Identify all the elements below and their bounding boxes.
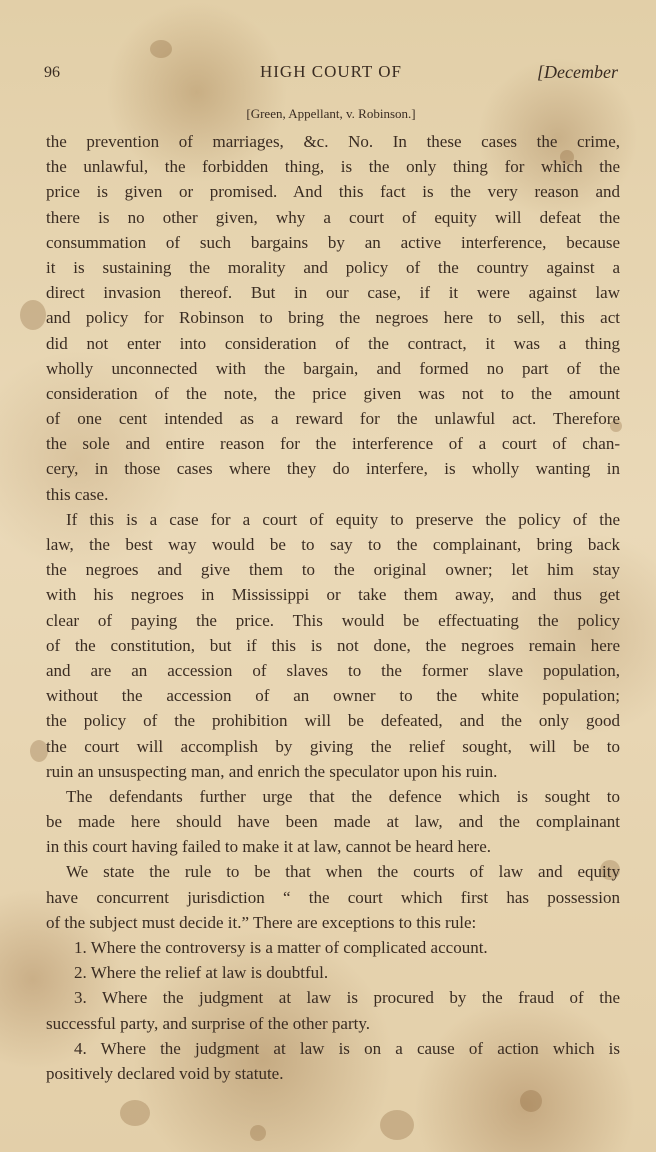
text-line: cery, in those cases where they do interfere, is wholly wanting in [46,459,620,479]
text-line: price is given or promised. And this fact is the very reason and [46,182,620,202]
text-line: did not enter into consideration of the contract, it was a thing [46,333,620,353]
text-line: there is no other given, why a court of equity will defeat the [46,207,620,227]
text-line: with his negroes in Mississippi or take them away, and thus get [46,585,620,605]
text-line: the court will accomplish by giving the relief sought, will be to [46,736,620,756]
running-title: HIGH COURT OF [259,62,402,81]
foxing-spot [150,40,172,58]
text-line: this case. [46,484,109,504]
text-line: wholly unconnected with the bargain, and formed no part of the [46,358,620,378]
text-line: and are an accession of slaves to the former slave population, [46,660,620,680]
text-line: positively declared void by statute. [46,1063,284,1083]
text-line: ruin an unsuspecting man, and enrich the speculator upon his ruin. [46,761,498,781]
running-header [44,62,618,88]
text-line: We state the rule to be that when the courts of law and equity [66,862,620,882]
text-line: 2. Where the relief at law is doubtful. [74,963,329,983]
text-line: be made here should have been made at law, and the complainant [46,812,620,832]
text-line: in this court having failed to make it at law, cannot be heard here. [46,837,491,857]
text-line: the unlawful, the forbidden thing, is the only thing for which the [46,157,620,177]
text-line: The defendants further urge that the defence which is sought to [66,786,620,806]
foxing-spot [250,1125,266,1141]
text-line: the negroes and give them to the original owner; let him stay [46,560,620,580]
text-line: successful party, and surprise of the other party. [46,1013,370,1033]
text-line: the sole and entire reason for the interference of a court of chan- [46,434,620,454]
text-line: 1. Where the controversy is a matter of complicated account. [74,938,488,957]
text-line: direct invasion thereof. But in our case, if it were against law [46,283,620,303]
text-line: of one cent intended as a reward for the unlawful act. Therefore [46,409,620,429]
case-caption: [Green, Appellant, v. Robinson.] [246,106,416,121]
running-month: [December [537,62,618,82]
foxing-spot [20,300,46,330]
text-line: it is sustaining the morality and policy of the country against a [46,257,620,277]
text-line: and policy for Robinson to bring the negroes here to sell, this act [46,308,620,328]
text-line: without the accession of an owner to the white population; [46,686,620,706]
text-line: consummation of such bargains by an active interference, because [46,232,620,252]
page-number: 96 [44,64,60,81]
foxing-spot [520,1090,542,1112]
body-text [46,129,620,1086]
text-line: If this is a case for a court of equity to preserve the policy of the [66,509,620,529]
text-line: 3. Where the judgment at law is procured by the fraud of the [74,988,620,1008]
text-line: of the subject must decide it.” There are exceptions to this rule: [46,912,477,932]
text-line: of the constitution, but if this is not done, the negroes remain here [46,635,620,655]
text-line: consideration of the note, the price given was not to the amount [46,383,620,403]
text-line: the prevention of marriages, &c. No. In these cases the crime, [46,132,620,151]
text-line: the policy of the prohibition will be defeated, and the only good [46,711,620,731]
foxing-spot [120,1100,150,1126]
text-line: clear of paying the price. This would be effectuating the policy [46,610,620,630]
foxing-spot [380,1110,414,1140]
text-line: law, the best way would be to say to the complainant, bring back [46,535,620,554]
text-line: 4. Where the judgment at law is on a cause of action which is [74,1038,620,1058]
text-line: have concurrent jurisdiction “ the court which first has possession [46,887,620,907]
